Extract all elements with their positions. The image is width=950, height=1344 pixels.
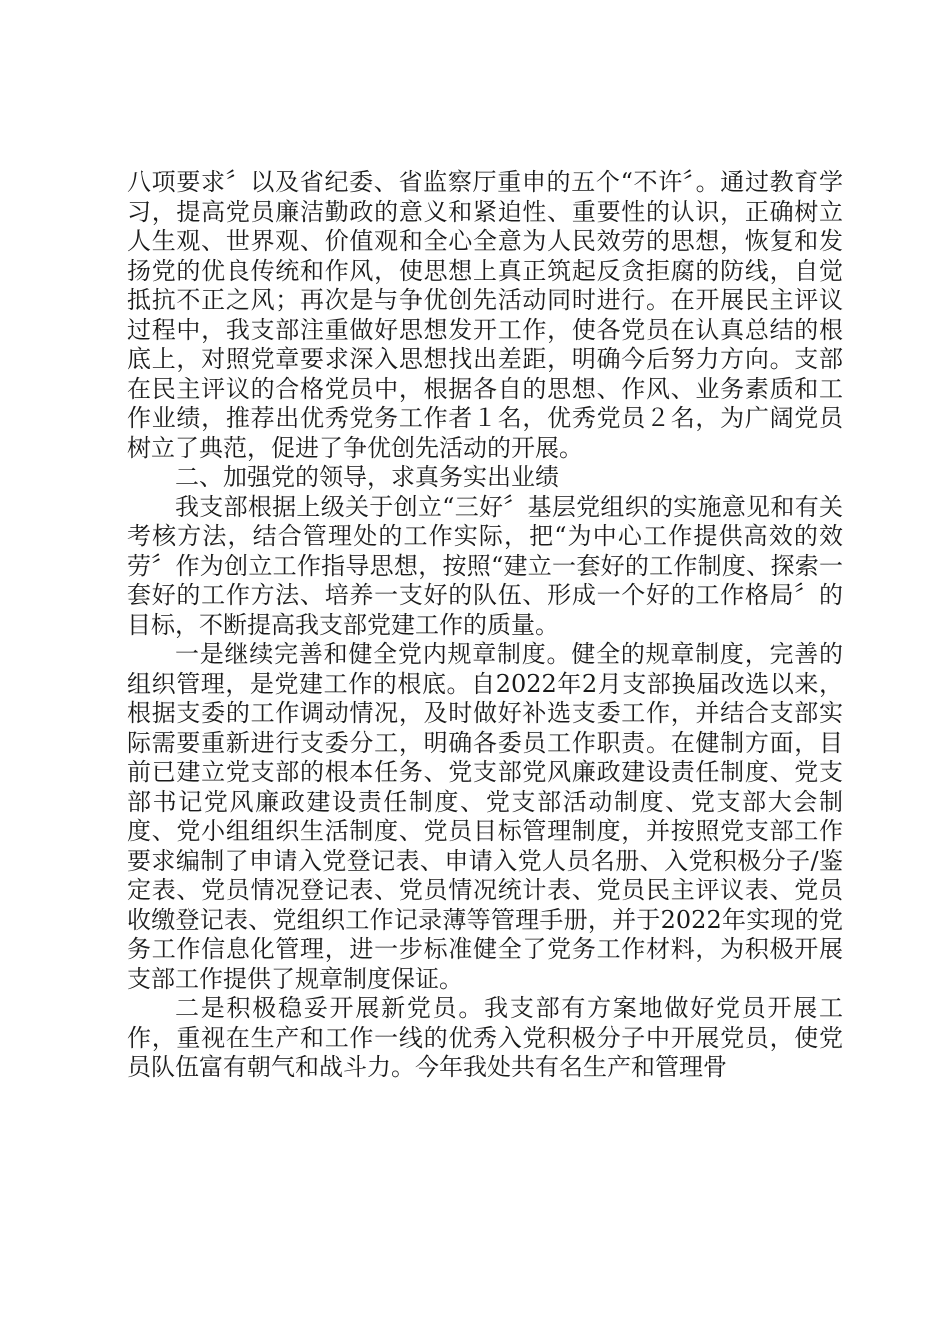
paragraph-3: 我支部根据上级关于创立“三好〞基层党组织的实施意见和有关考核方法，结合管理处的工作实际，把“为中心工作提供高效的效劳〞作为创立工作指导思想，按照“建立一套好的工作制度、探索一套好的工作方法、培养一支好的队伍、形成一个好的工作格局〞的目标，不断提高我支部党建工作的质量。	[127, 492, 843, 639]
section-heading-2: 二、加强党的领导，求真务实出业绩	[175, 463, 559, 491]
paragraph-4: 一是继续完善和健全党内规章制度。健全的规章制度，完善的组织管理，是党建工作的根底。自2022年2月支部换届改选以来，根据支委的工作调动情况，及时做好补选支委工作，并结合支部实际需要重新进行支委分工，明确各委员工作职责。在健制方面，目前已建立党支部的根本任务、党支部党风廉政建设责任制度、党支部书记党风廉政建设责任制度、党支部活动制度、党支部大会制度、党小组组织生活制度、党员目标管理制度，并按照党支部工作要求编制了申请入党登记表、申请入党人员名册、入党积极分子/鉴定表、党员情况登记表、党员情况统计表、党员民主评议表、党员收缴登记表、党组织工作记录薄等管理手册，并于2022年实现的党务工作信息化管理，进一步标准健全了党务工作材料，为积极开展支部工作提供了规章制度保证。	[127, 640, 843, 993]
paragraph-5: 二是积极稳妥开展新党员。我支部有方案地做好党员开展工作，重视在生产和工作一线的优秀入党积极分子中开展党员，使党员队伍富有朝气和战斗力。今年我处共有名生产和管理骨	[127, 994, 843, 1081]
paragraph-1: 八项要求〞以及省纪委、省监察厅重申的五个“不许〞。通过教育学习，提高党员廉洁勤政的意义和紧迫性、重要性的认识，正确树立人生观、世界观、价值观和全心全意为人民效劳的思想，恢复和发扬党的优良传统和作风，使思想上真正筑起反贪拒腐的防线，自觉抵抗不正之风；再次是与争优创先活动同时进行。在开展民主评议过程中，我支部注重做好思想发开工作，使各党员在认真总结的根底上，对照党章要求深入思想找出差距，明确今后努力方向。支部在民主评议的合格党员中，根据各自的思想、作风、业务素质和工作业绩，推荐出优秀党务工作者１名，优秀党员２名，为广阔党员树立了典范，促进了争优创先活动的开展。	[127, 168, 843, 462]
document-body	[127, 168, 843, 1083]
